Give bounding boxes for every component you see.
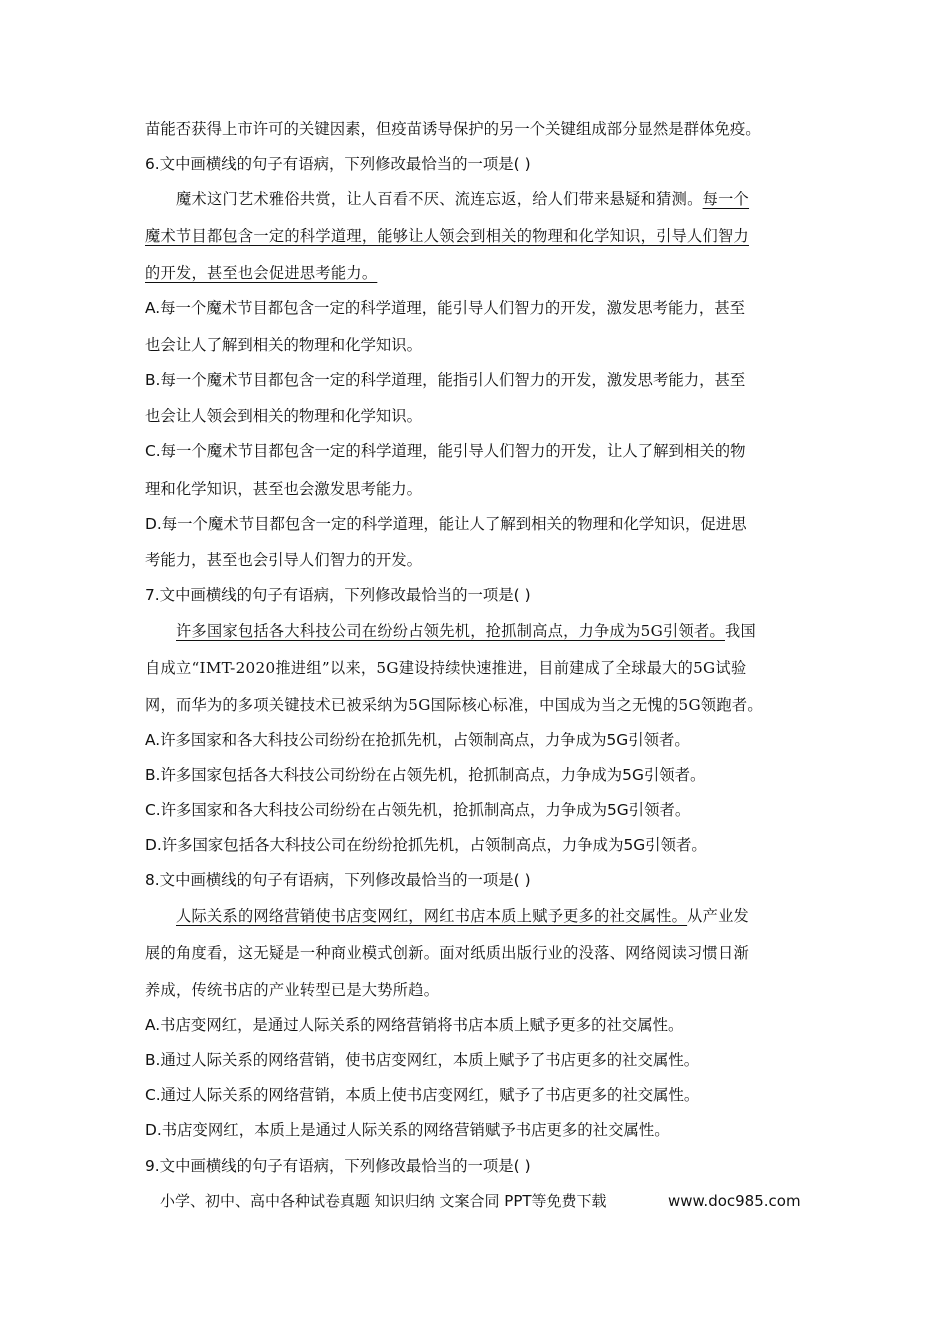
- passage-8-line-1: [176, 906, 749, 926]
- option-8a: A.书店变网红，是通过人际关系的网络营销将书店本质上赋予更多的社交属性。: [145, 1016, 684, 1034]
- passage-text: 从产业发: [687, 907, 750, 925]
- passage-7-line-1: [176, 621, 756, 641]
- passage-text: 魔术这门艺术雅俗共赏，让人百看不厌、流连忘返，给人们带来悬疑和猜测。: [176, 190, 703, 208]
- option-7b: B.许多国家包括各大科技公司纷纷在占领先机，抢抓制高点，力争成为5G引领者。: [145, 766, 706, 784]
- option-6d-line-1: D.每一个魔术节目都包含一定的科学道理，能让人了解到相关的物理和化学知识，促进思: [145, 515, 747, 533]
- passage-6-line-1: [176, 189, 749, 209]
- option-6b-line-1: B.每一个魔术节目都包含一定的科学道理，能指引人们智力的开发，激发思考能力，甚至: [145, 371, 746, 389]
- passage-7-line-2: 自成立“IMT-2020推进组”以来，5G建设持续快速推进，目前建成了全球最大的5G试验: [145, 659, 747, 677]
- option-7d: D.许多国家包括各大科技公司在纷纷抢抓先机，占领制高点，力争成为5G引领者。: [145, 836, 707, 854]
- underlined-sentence: 人际关系的网络营销使书店变网红，网红书店本质上赋予更多的社交属性。: [176, 907, 688, 925]
- footer-site-link[interactable]: www.doc985.com: [668, 1192, 801, 1210]
- option-7c: C.许多国家和各大科技公司纷纷在占领先机，抢抓制高点，力争成为5G引领者。: [145, 801, 691, 819]
- passage-text: 我国: [724, 622, 756, 640]
- passage-7-line-3: 网，而华为的多项关键技术已被采纳为5G国际核心标准，中国成为当之无愧的5G领跑者。: [145, 696, 763, 714]
- option-6a-line-1: A.每一个魔术节目都包含一定的科学道理，能引导人们智力的开发，激发思考能力，甚至: [145, 299, 745, 317]
- option-6c-line-1: C.每一个魔术节目都包含一定的科学道理，能引导人们智力的开发，让人了解到相关的物: [145, 442, 746, 460]
- underlined-sentence: 许多国家包括各大科技公司在纷纷占领先机，抢抓制高点，力争成为5G引领者。: [176, 622, 725, 640]
- underlined-sentence: 每一个: [702, 190, 750, 208]
- option-6c-line-2: 理和化学知识，甚至也会激发思考能力。: [145, 480, 423, 498]
- option-6a-line-2: 也会让人了解到相关的物理和化学知识。: [145, 336, 423, 354]
- passage-6-line-2: 魔术节目都包含一定的科学道理，能够让人领会到相关的物理和化学知识，引导人们智力: [145, 227, 750, 245]
- passage-8-line-2: 展的角度看，这无疑是一种商业模式创新。面对纸质出版行业的没落、网络阅读习惯日渐: [145, 944, 750, 962]
- passage-6-line-3: 的开发，甚至也会促进思考能力。: [145, 264, 378, 282]
- passage-8-line-3: 养成，传统书店的产业转型已是大势所趋。: [145, 981, 440, 999]
- option-8d: D.书店变网红，本质上是通过人际关系的网络营销赋予书店更多的社交属性。: [145, 1121, 670, 1139]
- option-6b-line-2: 也会让人领会到相关的物理和化学知识。: [145, 407, 423, 425]
- option-7a: A.许多国家和各大科技公司纷纷在抢抓先机，占领制高点，力争成为5G引领者。: [145, 731, 690, 749]
- text-line: 苗能否获得上市许可的关键因素，但疫苗诱导保护的另一个关键组成部分显然是群体免疫。: [145, 120, 761, 138]
- option-6d-line-2: 考能力，甚至也会引导人们智力的开发。: [145, 551, 423, 569]
- question-6: 6.文中画横线的句子有语病，下列修改最恰当的一项是( ): [145, 155, 531, 173]
- question-7: 7.文中画横线的句子有语病，下列修改最恰当的一项是( ): [145, 586, 531, 604]
- question-9: 9.文中画横线的句子有语病，下列修改最恰当的一项是( ): [145, 1157, 531, 1175]
- option-8b: B.通过人际关系的网络营销，使书店变网红，本质上赋予了书店更多的社交属性。: [145, 1051, 700, 1069]
- question-8: 8.文中画横线的句子有语病，下列修改最恰当的一项是( ): [145, 871, 531, 889]
- option-8c: C.通过人际关系的网络营销，本质上使书店变网红，赋予了书店更多的社交属性。: [145, 1086, 700, 1104]
- footer-text: 小学、初中、高中各种试卷真题 知识归纳 文案合同 PPT等免费下载: [160, 1192, 607, 1210]
